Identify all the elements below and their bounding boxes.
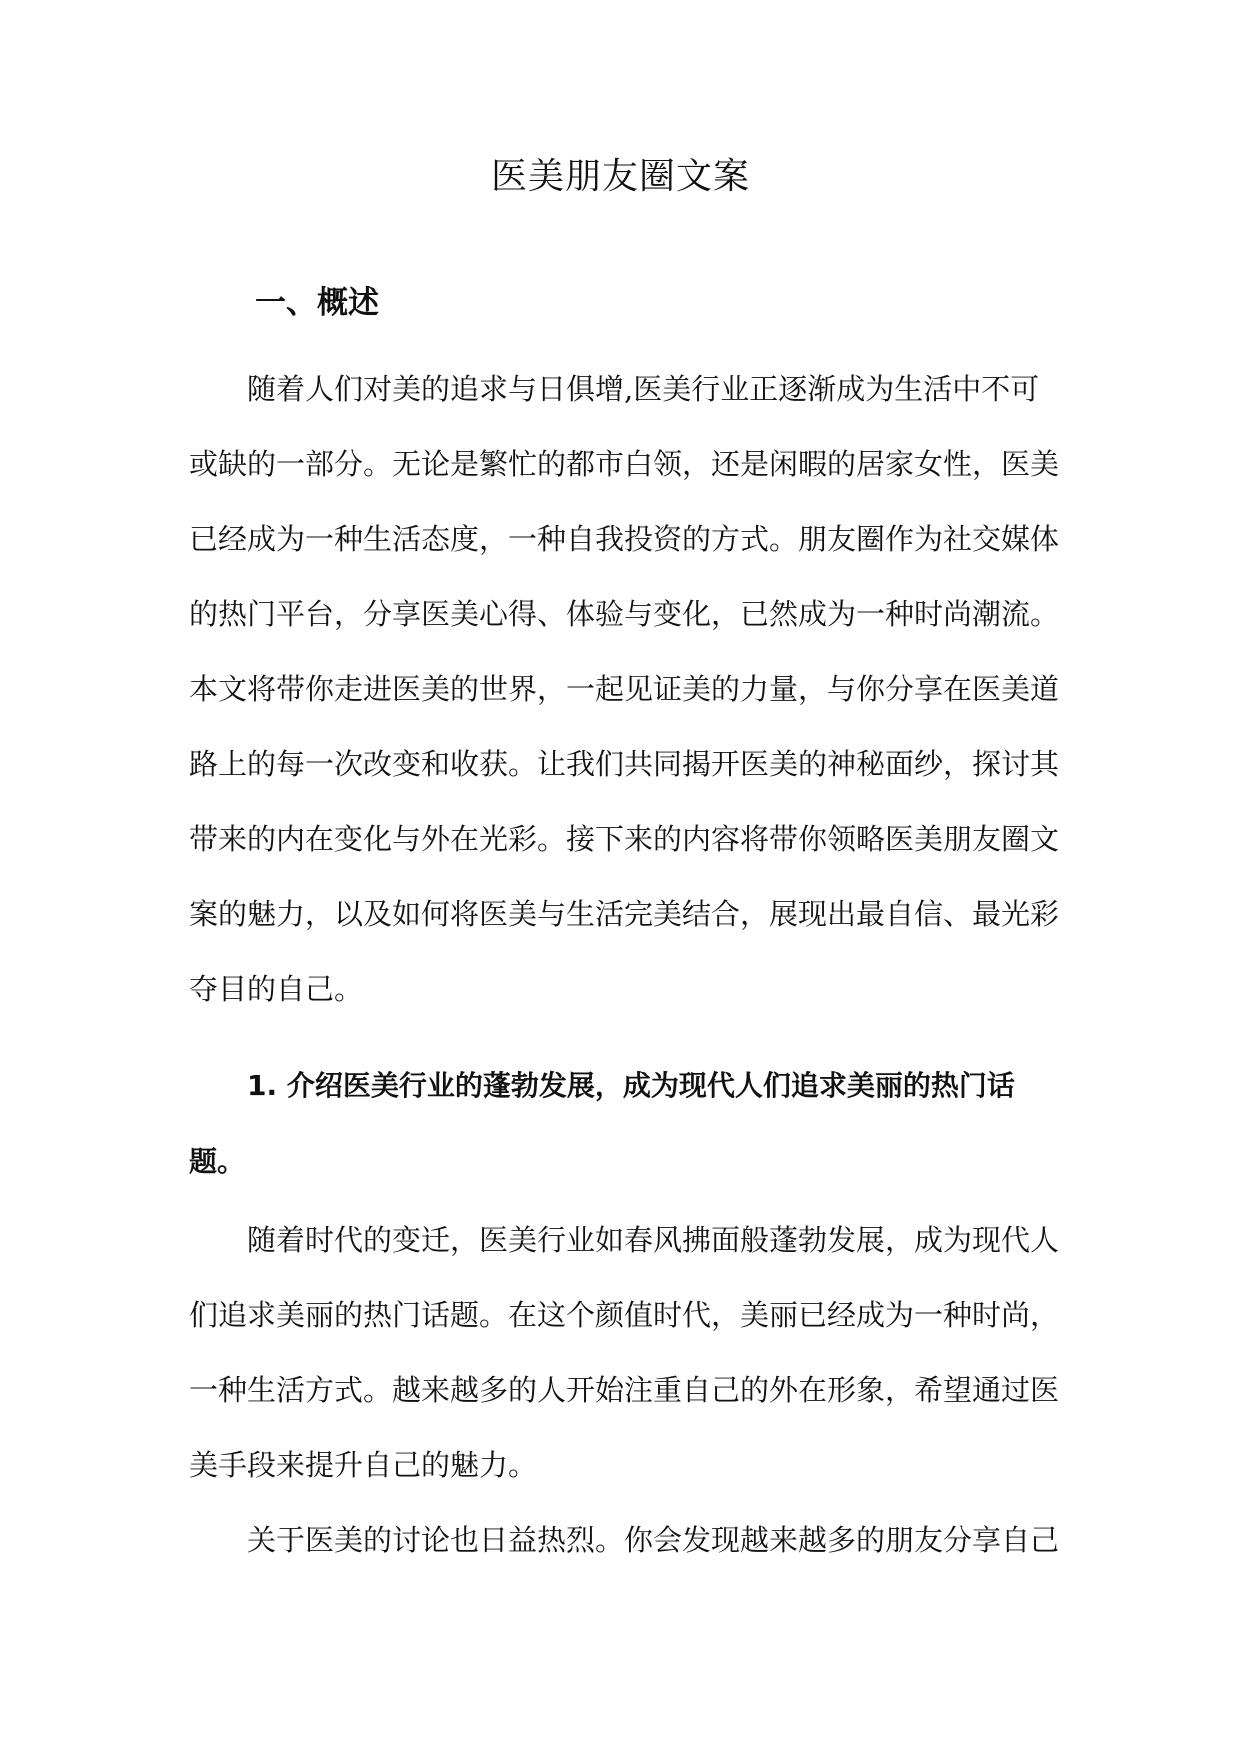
paragraph-line: 随着时代的变迁，医美行业如春风拂面般蓬勃发展，成为现代人 — [247, 1223, 1060, 1257]
paragraph-line: 美手段来提升自己的魅力。 — [189, 1448, 538, 1482]
paragraph-line: 案的魅力，以及如何将医美与生活完美结合，展现出最自信、最光彩 — [189, 897, 1060, 931]
body-paragraph — [189, 1503, 1069, 1578]
subsection-heading-1 — [189, 1048, 1069, 1200]
body-paragraph — [189, 1203, 1069, 1503]
paragraph-line: 关于医美的讨论也日益热烈。你会发现越来越多的朋友分享自己 — [247, 1523, 1060, 1557]
section-heading-overview: 一、概述 — [255, 285, 379, 321]
document-title: 医美朋友圈文案 — [490, 156, 750, 197]
paragraph-line: 们追求美丽的热门话题。在这个颜值时代，美丽已经成为一种时尚， — [189, 1298, 1060, 1332]
subsection-heading-line: 题。 — [189, 1145, 246, 1178]
paragraph-line: 一种生活方式。越来越多的人开始注重自己的外在形象，希望通过医 — [189, 1373, 1060, 1407]
paragraph-line: 的热门平台，分享医美心得、体验与变化，已然成为一种时尚潮流。 — [189, 597, 1060, 631]
subsection-heading-line: 1. 介绍医美行业的蓬勃发展，成为现代人们追求美丽的热门话 — [247, 1069, 1015, 1102]
paragraph-line: 随着人们对美的追求与日俱增,医美行业正逐渐成为生活中不可 — [247, 372, 1040, 406]
paragraph-line: 夺目的自己。 — [189, 972, 364, 1006]
paragraph-line: 已经成为一种生活态度，一种自我投资的方式。朋友圈作为社交媒体 — [189, 522, 1060, 556]
paragraph-line: 本文将带你走进医美的世界，一起见证美的力量，与你分享在医美道 — [189, 672, 1060, 706]
paragraph-line: 或缺的一部分。无论是繁忙的都市白领，还是闲暇的居家女性，医美 — [189, 447, 1060, 481]
overview-paragraph — [189, 352, 1069, 1027]
paragraph-line: 带来的内在变化与外在光彩。接下来的内容将带你领略医美朋友圈文 — [189, 822, 1060, 856]
paragraph-line: 路上的每一次改变和收获。让我们共同揭开医美的神秘面纱，探讨其 — [189, 747, 1060, 781]
